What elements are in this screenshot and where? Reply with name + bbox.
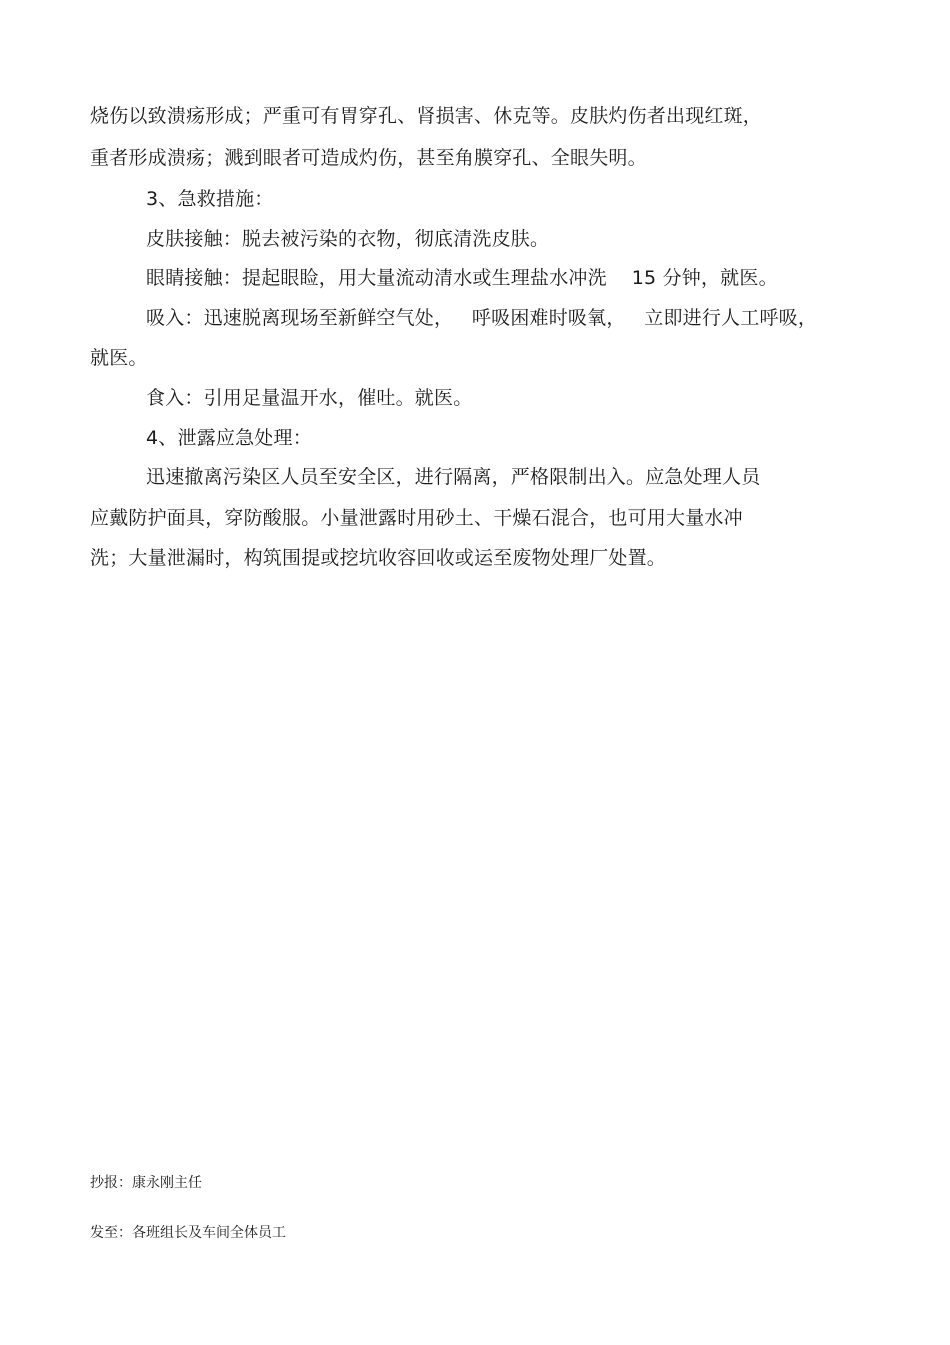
paragraph-skin-contact: 皮肤接触：脱去被污染的衣物，彻底清洗皮肤。 xyxy=(146,228,550,250)
paragraph-leak-3: 洗；大量泄漏时，构筑围提或挖坑收容回收或运至废物处理厂处置。 xyxy=(90,547,667,569)
paragraph-inhalation-cont: 就医。 xyxy=(90,347,148,369)
paragraph-line-1: 烧伤以致溃疡形成；严重可有胃穿孔、肾损害、休克等。皮肤灼伤者出现红斑， xyxy=(90,105,763,127)
paragraph-inhalation: 吸入：迅速脱离现场至新鲜空气处， 呼吸困难时吸氧， 立即进行人工呼吸， xyxy=(146,307,818,329)
footer-send-to: 发至：各班组长及车间全体员工 xyxy=(90,1225,286,1241)
paragraph-ingestion: 食入：引用足量温开水，催吐。就医。 xyxy=(146,387,473,409)
section-heading-leak: 4、泄露应急处理： xyxy=(146,427,312,449)
footer-cc: 抄报：康永刚主任 xyxy=(90,1175,202,1191)
section-heading-first-aid: 3、急救措施： xyxy=(146,188,274,210)
paragraph-eye-contact: 眼睛接触：提起眼睑，用大量流动清水或生理盐水冲洗 15 分钟，就医。 xyxy=(146,267,778,289)
paragraph-leak-1: 迅速撤离污染区人员至安全区，进行隔离，严格限制出入。应急处理人员 xyxy=(146,466,761,488)
paragraph-leak-2: 应戴防护面具，穿防酸服。小量泄露时用砂土、干燥石混合，也可用大量水冲 xyxy=(90,507,743,529)
paragraph-line-2: 重者形成溃疡；溅到眼者可造成灼伤，甚至角膜穿孔、全眼失明。 xyxy=(90,147,647,169)
